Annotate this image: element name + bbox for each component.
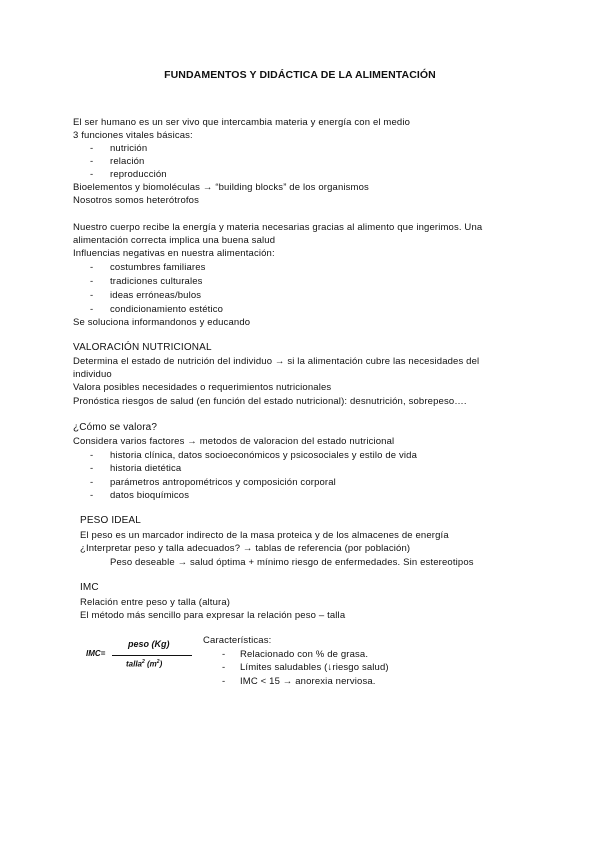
bullet-dash: - (222, 649, 226, 660)
list-item: nutrición (110, 143, 148, 154)
como-line-1: Considera varios factores → metodos de valoracion del estado nutricional (73, 436, 395, 447)
formula-denominator-base: talla (126, 659, 143, 669)
peso-line-2: ¿Interpretar peso y talla adecuados? → tablas de referencia (por población) (80, 543, 411, 554)
list-item: costumbres familiares (110, 262, 206, 273)
imc-line-1: Relación entre peso y talla (altura) (80, 597, 231, 608)
bullet-dash: - (222, 676, 226, 687)
intro-line-1: El ser humano es un ser vivo que intercambia materia y energía con el medio (73, 117, 411, 128)
list-item: IMC < 15 → anorexia nerviosa. (240, 676, 376, 687)
document-title: FUNDAMENTOS Y DIDÁCTICA DE LA ALIMENTACIÓN (164, 69, 436, 81)
peso-line-1: El peso es un marcador indirecto de la masa proteica y de los almacenes de energía (80, 530, 449, 541)
formula-denominator (126, 659, 162, 669)
intro-line-3: Bioelementos y biomoléculas → “building blocks” de los organismos (73, 182, 369, 193)
valoracion-line-2: individuo (73, 369, 112, 380)
list-item: relación (110, 156, 145, 167)
bullet-dash: - (90, 304, 94, 315)
list-item: tradiciones culturales (110, 276, 203, 287)
formula-denominator-unit: (m (144, 659, 157, 669)
bullet-dash: - (90, 290, 94, 301)
formula-lhs: IMC= (86, 649, 106, 658)
list-item: historia clínica, datos socioeconómicos y psicosociales y estilo de vida (110, 450, 418, 461)
bullet-dash: - (222, 662, 226, 673)
valoracion-line-3: Valora posibles necesidades o requerimientos nutricionales (73, 382, 332, 393)
section-heading-valoracion: VALORACIÓN NUTRICIONAL (73, 342, 212, 353)
list-item: datos bioquímicos (110, 490, 190, 501)
formula-numerator: peso (Kg) (128, 639, 170, 649)
question-como-se-valora: ¿Cómo se valora? (73, 422, 158, 433)
bullet-dash: - (90, 276, 94, 287)
bullet-dash: - (90, 169, 94, 180)
bullet-dash: - (90, 463, 94, 474)
list-item: parámetros antropométricos y composición corporal (110, 477, 336, 488)
bullet-dash: - (90, 156, 94, 167)
intro-line-2: 3 funciones vitales básicas: (73, 130, 193, 141)
valoracion-line-4: Pronóstica riesgos de salud (en función del estado nutricional): desnutrición, sobrepeso…. (73, 396, 467, 407)
section-heading-imc: IMC (80, 582, 99, 593)
bullet-dash: - (90, 477, 94, 488)
section2-line-4: Se soluciona informandonos y educando (73, 317, 251, 328)
formula-denominator-unit-exp: 2 (156, 659, 160, 665)
list-item: historia dietética (110, 463, 182, 474)
bullet-dash: - (90, 490, 94, 501)
valoracion-line-1: Determina el estado de nutrición del individuo → si la alimentación cubre las necesidades del (73, 356, 480, 367)
imc-line-2: El método más sencillo para expresar la relación peso – talla (80, 610, 346, 621)
list-item: condicionamiento estético (110, 304, 224, 315)
bullet-dash: - (90, 143, 94, 154)
section2-line-3: Influencias negativas en nuestra alimentación: (73, 248, 275, 259)
formula-denominator-exp: 2 (142, 659, 145, 665)
bullet-dash: - (90, 262, 94, 273)
list-item: Límites saludables (↓riesgo salud) (240, 662, 389, 673)
formula-fraction-bar (112, 655, 192, 656)
bullet-dash: - (90, 450, 94, 461)
section-heading-peso-ideal: PESO IDEAL (80, 515, 141, 526)
caracteristicas-heading: Características: (203, 635, 272, 646)
peso-line-3: Peso deseable → salud óptima + mínimo riesgo de enfermedades. Sin estereotipos (110, 557, 474, 568)
formula-denominator-close: ) (159, 659, 163, 669)
intro-line-4: Nosotros somos heterótrofos (73, 195, 200, 206)
section2-line-2: alimentación correcta implica una buena salud (73, 235, 276, 246)
list-item: Relacionado con % de grasa. (240, 649, 369, 660)
list-item: reproducción (110, 169, 167, 180)
list-item: ideas erróneas/bulos (110, 290, 202, 301)
imc-formula (86, 637, 196, 673)
section2-line-1: Nuestro cuerpo recibe la energía y materia necesarias gracias al alimento que ingerimos. Una (73, 222, 483, 233)
